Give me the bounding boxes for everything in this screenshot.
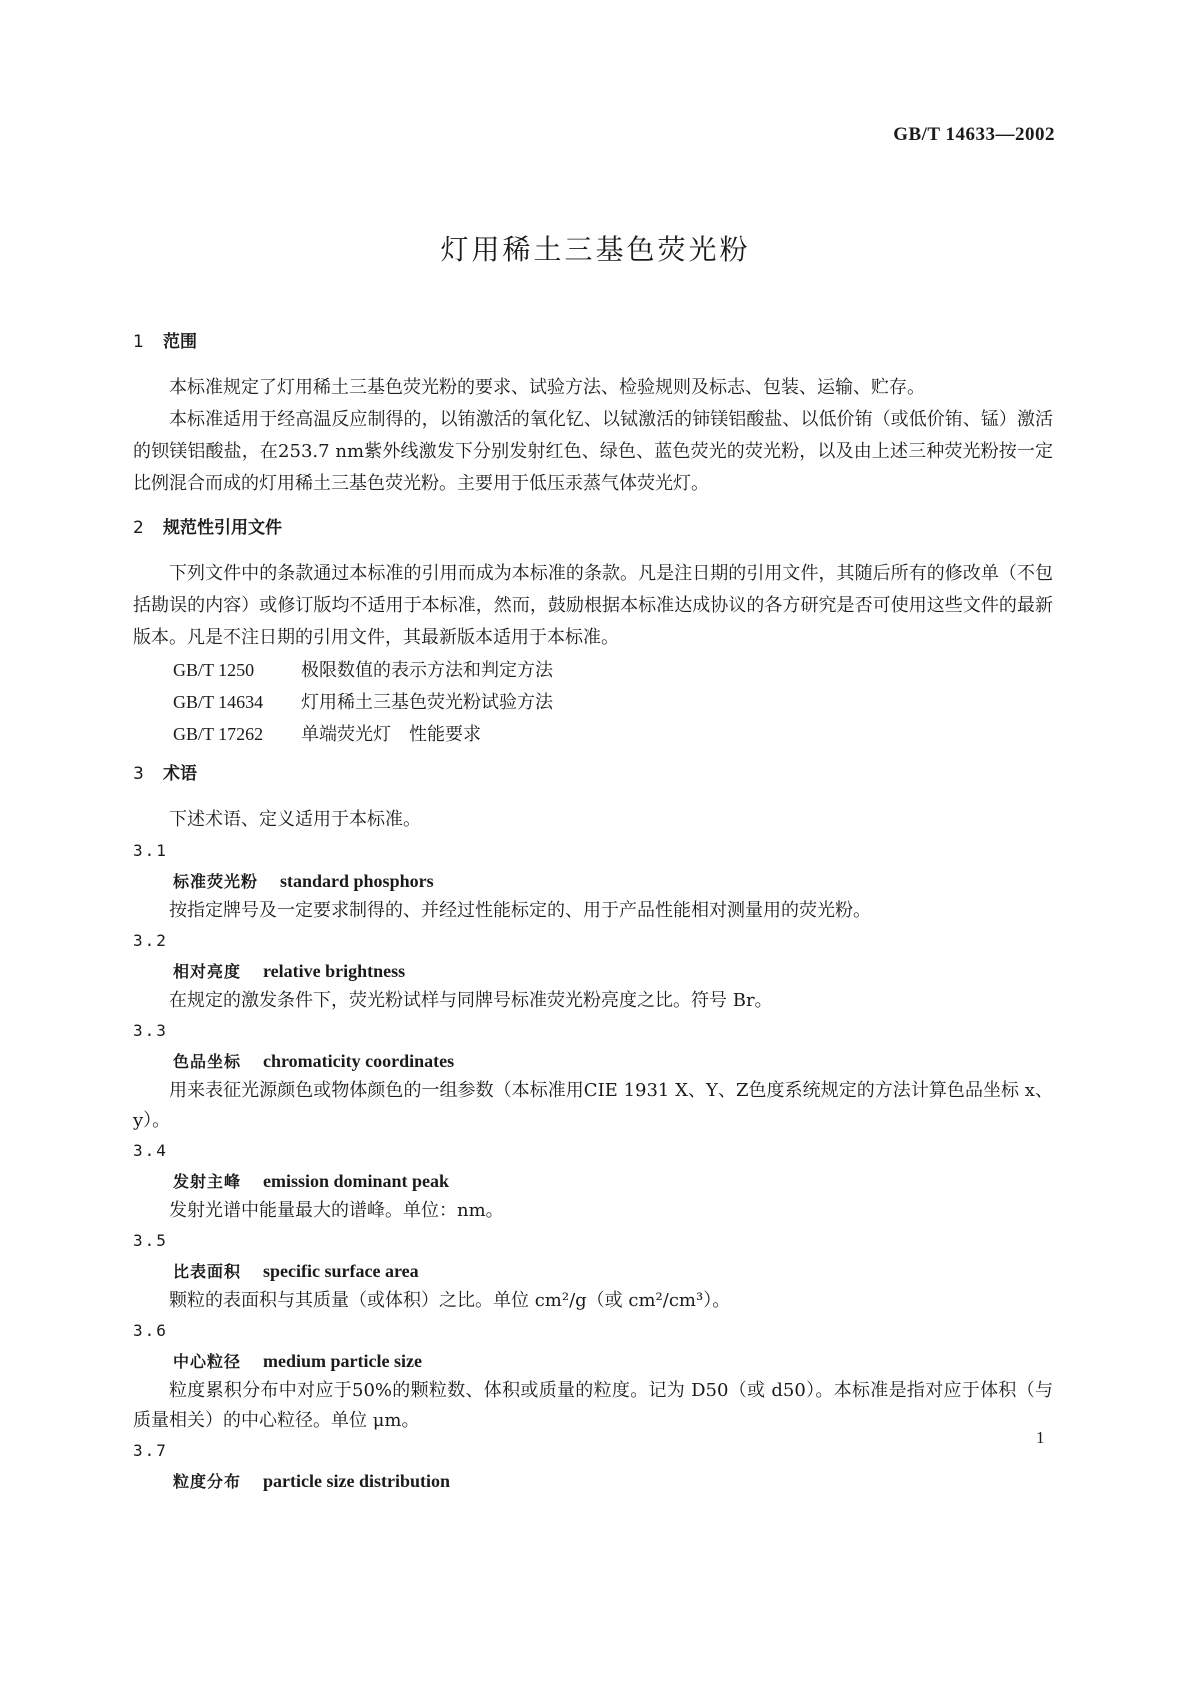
section-title: 范围	[163, 332, 197, 352]
term-number: 3.2	[133, 931, 168, 950]
page-number: 1	[1036, 1428, 1045, 1447]
paragraph: 下列文件中的条款通过本标准的引用而成为本标准的条款。凡是注日期的引用文件，其随后所有的修改单（不包括勘误的内容）或修订版均不适用于本标准，然而，鼓励根据本标准达成协议的各方研究是否可使用这些文件的最新版本。凡是不注日期的引用文件，其最新版本适用于本标准。	[133, 563, 1053, 648]
section-2-heading	[133, 512, 1053, 544]
term-definition: 发射光谱中能量最大的谱峰。单位：nm。	[169, 1200, 504, 1221]
term-en: chromaticity coordinates	[263, 1051, 455, 1071]
term-zh: 标准荧光粉	[173, 872, 259, 891]
term-definition: 按指定牌号及一定要求制得的、并经过性能标定的、用于产品性能相对测量用的荧光粉。	[169, 900, 871, 921]
term-number: 3.5	[133, 1231, 168, 1250]
term-number: 3.7	[133, 1441, 168, 1460]
section-number: 2	[133, 518, 144, 538]
term-zh: 色品坐标	[173, 1052, 242, 1071]
term-entry	[133, 1436, 1053, 1496]
document-title: 灯用稀土三基色荧光粉	[440, 233, 751, 266]
section-title: 术语	[163, 764, 197, 784]
term-definition: 粒度累积分布中对应于50%的颗粒数、体积或质量的粒度。记为 D50（或 d50）。本标准是指对应于体积（与质量相关）的中心粒径。单位 μm。	[133, 1380, 1053, 1431]
term-number: 3.1	[133, 841, 168, 860]
term-zh: 中心粒径	[173, 1352, 242, 1371]
term-heading	[133, 1256, 1053, 1286]
section-title: 规范性引用文件	[163, 518, 282, 538]
term-entry	[133, 1226, 1053, 1316]
section-3-heading	[133, 758, 1053, 790]
reference-item	[133, 654, 1053, 686]
reference-code: GB/T 1250	[173, 660, 255, 680]
paragraph: 下述术语、定义适用于本标准。	[169, 809, 421, 830]
reference-title: 极限数值的表示方法和判定方法	[301, 660, 553, 681]
term-number: 3.4	[133, 1141, 168, 1160]
reference-title: 灯用稀土三基色荧光粉试验方法	[301, 692, 553, 713]
term-heading	[133, 1166, 1053, 1196]
paragraph: 本标准适用于经高温反应制得的，以铕激活的氧化钇、以铽激活的铈镁铝酸盐、以低价铕（或低价铕、锰）激活的钡镁铝酸盐，在253.7 nm紫外线激发下分别发射红色、绿色、蓝色荧光的荧光粉，以及由上述三种荧光粉按一定比例混合而成的灯用稀土三基色荧光粉。主要用于低压汞蒸气体荧光灯。	[133, 409, 1053, 494]
term-definition: 用来表征光源颜色或物体颜色的一组参数（本标准用CIE 1931 X、Y、Z色度系统规定的方法计算色品坐标 x、y）。	[133, 1080, 1053, 1131]
term-definition: 在规定的激发条件下，荧光粉试样与同牌号标准荧光粉亮度之比。符号 Br。	[169, 990, 773, 1011]
term-entry	[133, 1316, 1053, 1436]
section-1-heading	[133, 326, 1053, 358]
term-en: standard phosphors	[280, 871, 434, 891]
term-zh: 相对亮度	[173, 962, 242, 981]
term-heading	[133, 1346, 1053, 1376]
term-entry	[133, 1136, 1053, 1226]
term-number: 3.6	[133, 1321, 168, 1340]
section-number: 1	[133, 332, 144, 352]
paragraph: 本标准规定了灯用稀土三基色荧光粉的要求、试验方法、检验规则及标志、包装、运输、贮存。	[169, 377, 925, 398]
term-zh: 发射主峰	[173, 1172, 242, 1191]
term-number: 3.3	[133, 1021, 168, 1040]
term-zh: 粒度分布	[173, 1472, 242, 1491]
reference-item	[133, 686, 1053, 718]
standard-code: GB/T 14633—2002	[893, 124, 1055, 145]
term-heading	[133, 866, 1053, 896]
reference-list	[133, 654, 1053, 750]
term-heading	[133, 956, 1053, 986]
term-heading	[133, 1046, 1053, 1076]
term-definition: 颗粒的表面积与其质量（或体积）之比。单位 cm²/g（或 cm²/cm³）。	[169, 1290, 731, 1311]
term-en: emission dominant peak	[263, 1171, 450, 1191]
term-entry	[133, 836, 1053, 926]
term-en: medium particle size	[263, 1351, 422, 1371]
reference-code: GB/T 14634	[173, 692, 264, 712]
term-entry	[133, 926, 1053, 1016]
term-en: particle size distribution	[263, 1471, 451, 1491]
reference-code: GB/T 17262	[173, 724, 264, 744]
term-en: relative brightness	[263, 961, 406, 981]
reference-item	[133, 718, 1053, 750]
reference-title: 单端荧光灯 性能要求	[301, 724, 481, 745]
section-number: 3	[133, 764, 144, 784]
term-heading	[133, 1466, 1053, 1496]
term-entry	[133, 1016, 1053, 1136]
term-en: specific surface area	[263, 1261, 419, 1281]
term-zh: 比表面积	[173, 1262, 242, 1281]
document-body	[133, 326, 1053, 1496]
